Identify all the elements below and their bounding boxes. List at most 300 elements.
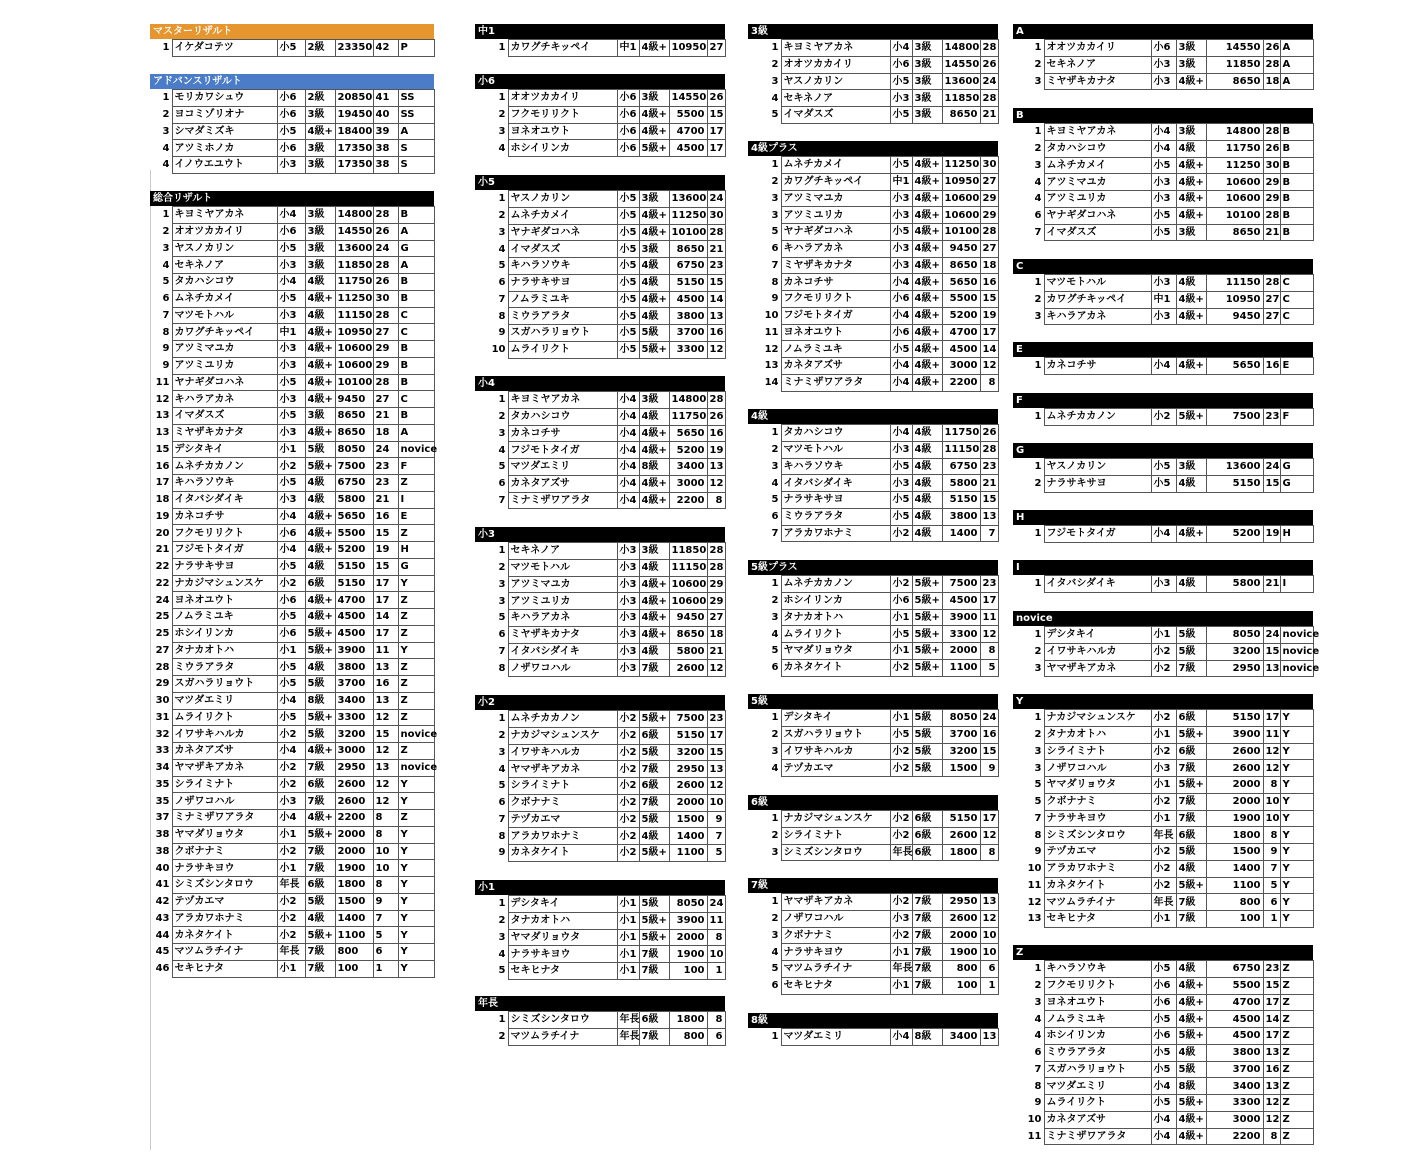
table-row	[748, 576, 998, 593]
cell: 18	[980, 257, 998, 274]
cell: 28	[980, 441, 998, 458]
cell: 小3	[1151, 191, 1176, 208]
cell: 小6	[617, 90, 639, 107]
cell: アツミマユカ	[1044, 174, 1151, 191]
cell: 1500	[669, 811, 707, 828]
cell: I	[398, 491, 434, 508]
cell: 小1	[890, 609, 912, 626]
cell: 小5	[617, 224, 639, 241]
cell: 小4	[617, 475, 639, 492]
cell: 3級	[1176, 224, 1206, 241]
cell: 7級	[305, 793, 335, 810]
cell: 8650	[942, 107, 980, 124]
cell: 23	[373, 458, 398, 475]
table-row	[475, 845, 725, 862]
cell: 5800	[1206, 576, 1263, 593]
cell: Y	[398, 910, 434, 927]
cell: 3	[748, 73, 781, 90]
table-row	[150, 960, 434, 977]
cell: 5500	[942, 291, 980, 308]
cell: 3000	[942, 358, 980, 375]
cell: 6	[748, 977, 781, 994]
cell: 21	[1263, 224, 1280, 241]
cell: 29	[980, 190, 998, 207]
cell: テヅカエマ	[1044, 844, 1151, 861]
cell: イケダコテツ	[172, 40, 277, 57]
cell: 9450	[1206, 308, 1263, 325]
cell: Y	[1280, 844, 1313, 861]
table-row	[150, 743, 434, 760]
cell: B	[398, 374, 434, 391]
cell: オオツカカイリ	[781, 56, 890, 73]
cell: 15	[150, 441, 172, 458]
cell: 小3	[890, 207, 912, 224]
cell: 23	[1263, 409, 1280, 426]
cell: 小5	[1151, 1095, 1176, 1112]
cell: Z	[398, 525, 434, 542]
cell: 小3	[617, 543, 639, 560]
cell: 11250	[1206, 157, 1263, 174]
cell: 小4	[617, 492, 639, 509]
cell: 10950	[669, 40, 707, 57]
cell: 小3	[277, 357, 305, 374]
cell: 6級	[305, 575, 335, 592]
table-row	[150, 944, 434, 961]
cell: 4級+	[639, 576, 669, 593]
cell: 4級+	[1176, 308, 1206, 325]
cell: 4級+	[1176, 174, 1206, 191]
cell: 5級+	[1176, 409, 1206, 426]
cell: 12	[707, 475, 725, 492]
cell: 3級	[912, 90, 942, 107]
cell: 40	[150, 860, 172, 877]
cell: 7級	[305, 759, 335, 776]
cell: 小6	[617, 140, 639, 157]
cell: 小4	[890, 307, 912, 324]
cell: 5200	[669, 442, 707, 459]
cell: カネコチサ	[781, 274, 890, 291]
cell: 4級	[305, 274, 335, 291]
rank-block	[1013, 611, 1320, 677]
cell: 小4	[1151, 1111, 1176, 1128]
table-row	[1013, 977, 1313, 994]
cell: B	[1280, 191, 1313, 208]
cell: 3級	[305, 207, 335, 224]
table-row	[150, 508, 434, 525]
cell: 3級	[1176, 40, 1206, 57]
cell: 4級+	[1176, 526, 1206, 543]
table-row	[475, 140, 725, 157]
cell: ホシイリンカ	[781, 592, 890, 609]
cell: A	[1280, 40, 1313, 57]
cell: 4級	[1176, 1044, 1206, 1061]
cell: 8650	[1206, 73, 1263, 90]
cell: 15	[1263, 643, 1280, 660]
cell: 2級	[305, 90, 335, 107]
cell: 14550	[335, 223, 373, 240]
cell: Y	[398, 877, 434, 894]
cell: セキヒナタ	[781, 977, 890, 994]
cell: SS	[398, 106, 434, 123]
cell: B	[1280, 224, 1313, 241]
cell: 4級+	[639, 610, 669, 627]
cell: 28	[980, 90, 998, 107]
cell: 小3	[890, 257, 912, 274]
cell: 3400	[335, 692, 373, 709]
cell: 18	[373, 424, 398, 441]
cell: 2200	[335, 810, 373, 827]
table-row	[1013, 576, 1313, 593]
cell: 5級	[1176, 1061, 1206, 1078]
cell: 小2	[1151, 743, 1176, 760]
table-row	[150, 592, 434, 609]
cell: ムネチカメイ	[781, 157, 890, 174]
cell: 3800	[1206, 1044, 1263, 1061]
cell: 小1	[1151, 810, 1176, 827]
cell: 7	[980, 525, 998, 542]
result-table	[1013, 274, 1314, 325]
cell: 3	[475, 123, 508, 140]
cell: 小3	[617, 593, 639, 610]
cell: 4級+	[912, 157, 942, 174]
cell: ナラサキヨウ	[1044, 810, 1151, 827]
cell: イワサキハルカ	[508, 744, 617, 761]
cell: 9	[748, 291, 781, 308]
cell: F	[1280, 409, 1313, 426]
cell: ノザワコハル	[781, 910, 890, 927]
cell: 小6	[277, 625, 305, 642]
cell: Y	[398, 927, 434, 944]
table-row	[748, 291, 998, 308]
cell: Z	[398, 659, 434, 676]
cell: 6	[748, 508, 781, 525]
cell: novice	[1280, 627, 1313, 644]
cell: 29	[1263, 174, 1280, 191]
cell: 小6	[277, 106, 305, 123]
table-row	[1013, 1061, 1313, 1078]
cell: マツムラチイナ	[508, 1028, 617, 1045]
cell: Z	[1280, 1011, 1313, 1028]
table-row	[1013, 308, 1313, 325]
cell: シライミナト	[508, 778, 617, 795]
table-row	[748, 961, 998, 978]
cell: 7	[748, 257, 781, 274]
table-row	[748, 844, 998, 861]
cell: 小2	[617, 828, 639, 845]
cell: 2	[1013, 977, 1044, 994]
cell: 中1	[277, 324, 305, 341]
cell: 7級	[639, 794, 669, 811]
table-row	[1013, 743, 1313, 760]
table-row	[748, 257, 998, 274]
cell: シミズシンタロウ	[508, 1012, 617, 1029]
cell: 10950	[942, 173, 980, 190]
cell: セキヒナタ	[1044, 911, 1151, 928]
table-row	[475, 90, 725, 107]
cell: 1900	[335, 860, 373, 877]
table-row	[475, 459, 725, 476]
cell: 800	[669, 1028, 707, 1045]
cell: 2	[475, 912, 508, 929]
table-row	[475, 828, 725, 845]
cell: 21	[707, 241, 725, 258]
cell: 800	[942, 961, 980, 978]
cell: シミズシンタロウ	[781, 844, 890, 861]
table-row	[475, 258, 725, 275]
cell: 2	[1013, 56, 1044, 73]
result-table	[1013, 575, 1314, 593]
grade-block	[475, 24, 725, 57]
cell: 4級+	[912, 324, 942, 341]
cell: 16	[1263, 358, 1280, 375]
cell: マツダエミリ	[172, 692, 277, 709]
cell: イワサキハルカ	[172, 726, 277, 743]
cell: 4級	[912, 441, 942, 458]
table-row	[1013, 726, 1313, 743]
cell: 3200	[1206, 643, 1263, 660]
cell: 1800	[669, 1012, 707, 1029]
cell: アラカワホナミ	[172, 910, 277, 927]
cell: 13600	[942, 73, 980, 90]
cell: 4級+	[912, 207, 942, 224]
cell: 8650	[335, 424, 373, 441]
cell: 4500	[335, 609, 373, 626]
cell: Y	[1280, 860, 1313, 877]
cell: 小3	[1151, 576, 1176, 593]
cell: 5級	[1176, 643, 1206, 660]
cell: 5	[707, 845, 725, 862]
cell: 7級	[912, 894, 942, 911]
table-row	[1013, 994, 1313, 1011]
cell: 11850	[1206, 56, 1263, 73]
table-row	[1013, 475, 1313, 492]
cell: 1	[475, 90, 508, 107]
cell: ノザワコハル	[1044, 760, 1151, 777]
cell: 2950	[669, 761, 707, 778]
cell: H	[398, 542, 434, 559]
cell: 28	[1263, 275, 1280, 292]
cell: デシタキイ	[508, 896, 617, 913]
cell: 3300	[1206, 1095, 1263, 1112]
block-title: 小6	[475, 74, 725, 89]
cell: 7級	[305, 843, 335, 860]
cell: 12	[1263, 1095, 1280, 1112]
cell: 3級	[912, 73, 942, 90]
result-table	[1013, 357, 1314, 375]
cell: セキネノア	[172, 257, 277, 274]
cell: 14550	[669, 90, 707, 107]
cell: 17	[980, 324, 998, 341]
cell: 4級+	[912, 291, 942, 308]
cell: ヤマザキアカネ	[172, 759, 277, 776]
cell: 1	[707, 963, 725, 980]
table-row	[1013, 810, 1313, 827]
cell: 小1	[277, 441, 305, 458]
cell: イタバシダイキ	[172, 491, 277, 508]
cell: ミナミザワアラタ	[172, 810, 277, 827]
cell: 7	[1013, 810, 1044, 827]
cell: 4級+	[639, 207, 669, 224]
cell: 31	[150, 709, 172, 726]
cell: 20850	[335, 90, 373, 107]
cell: 12	[373, 793, 398, 810]
cell: 9	[475, 325, 508, 342]
cell: 27	[1263, 308, 1280, 325]
cell: 7級	[912, 944, 942, 961]
cell: 年長	[1151, 827, 1176, 844]
cell: 小3	[1151, 56, 1176, 73]
cell: 28	[707, 224, 725, 241]
cell: Z	[1280, 1078, 1313, 1095]
cell: 5級+	[305, 709, 335, 726]
cell: ヤスノカリン	[508, 191, 617, 208]
cell: 2	[1013, 291, 1044, 308]
result-table	[748, 424, 999, 542]
cell: 4	[475, 140, 508, 157]
class-block	[748, 694, 998, 777]
cell: 5級+	[639, 912, 669, 929]
cell: 14	[707, 291, 725, 308]
cell: 7級	[639, 963, 669, 980]
cell: 4級+	[639, 492, 669, 509]
cell: 24	[980, 73, 998, 90]
cell: 38	[150, 826, 172, 843]
cell: イマダスズ	[172, 408, 277, 425]
cell: 1	[475, 543, 508, 560]
cell: 24	[707, 191, 725, 208]
cell: 5	[475, 963, 508, 980]
cell: 3900	[942, 609, 980, 626]
cell: 1	[1013, 358, 1044, 375]
cell: 小1	[1151, 726, 1176, 743]
cell: 小3	[277, 424, 305, 441]
cell: 8	[1263, 777, 1280, 794]
cell: 小5	[1151, 207, 1176, 224]
cell: 3級	[639, 392, 669, 409]
cell: 6級	[305, 877, 335, 894]
cell: 24	[150, 592, 172, 609]
block-title: 7級	[748, 878, 998, 893]
cell: 5200	[335, 542, 373, 559]
cell: 8050	[335, 441, 373, 458]
cell: 2000	[942, 927, 980, 944]
cell: 4級+	[639, 442, 669, 459]
cell: 小3	[1151, 73, 1176, 90]
cell: 7級	[639, 660, 669, 677]
cell: ホシイリンカ	[1044, 1028, 1151, 1045]
cell: Y	[1280, 810, 1313, 827]
table-row	[748, 240, 998, 257]
cell: 14	[1263, 1011, 1280, 1028]
cell: ヨネオユウト	[1044, 994, 1151, 1011]
cell: B	[398, 357, 434, 374]
cell: 26	[707, 408, 725, 425]
cell: 小4	[1151, 1128, 1176, 1145]
cell: 14800	[942, 40, 980, 57]
cell: 2	[748, 592, 781, 609]
cell: 小1	[617, 912, 639, 929]
rank-block	[1013, 24, 1313, 90]
cell: Z	[1280, 977, 1313, 994]
cell: 16	[707, 425, 725, 442]
table-row	[1013, 275, 1313, 292]
cell: 12	[373, 743, 398, 760]
cell: 1	[150, 207, 172, 224]
cell: 12	[150, 391, 172, 408]
cell: 21	[980, 107, 998, 124]
table-row	[475, 727, 725, 744]
cell: 3	[1013, 994, 1044, 1011]
cell: 5800	[669, 643, 707, 660]
cell: 小1	[890, 643, 912, 660]
cell: 小6	[277, 525, 305, 542]
cell: キハラアカネ	[508, 610, 617, 627]
table-row	[475, 341, 725, 358]
cell: C	[1280, 275, 1313, 292]
cell: 6	[707, 1028, 725, 1045]
cell: 3	[748, 927, 781, 944]
cell: G	[398, 240, 434, 257]
cell: カネコチサ	[508, 425, 617, 442]
rank-block	[1013, 108, 1313, 241]
cell: Y	[1280, 793, 1313, 810]
cell: I	[1280, 576, 1313, 593]
block-title: F	[1013, 393, 1313, 408]
table-row	[150, 826, 434, 843]
cell: 3200	[942, 743, 980, 760]
cell: 4級+	[639, 593, 669, 610]
cell: イタバシダイキ	[508, 643, 617, 660]
cell: 2600	[335, 776, 373, 793]
table-row	[1013, 793, 1313, 810]
cell: 10100	[335, 374, 373, 391]
cell: 5級	[639, 325, 669, 342]
cell: 17	[707, 123, 725, 140]
cell: 小2	[617, 761, 639, 778]
cell: Z	[398, 709, 434, 726]
result-table	[748, 156, 999, 392]
cell: 16	[373, 676, 398, 693]
table-row	[150, 659, 434, 676]
cell: 1500	[335, 893, 373, 910]
cell: 小4	[890, 274, 912, 291]
cell: ナラサキサヨ	[508, 274, 617, 291]
cell: 2	[748, 827, 781, 844]
cell: 1100	[669, 845, 707, 862]
cell: 6級	[639, 778, 669, 795]
table-row	[475, 660, 725, 677]
cell: 28	[150, 659, 172, 676]
cell: 7	[373, 910, 398, 927]
class-block	[748, 560, 998, 677]
cell: 小2	[890, 894, 912, 911]
cell: ナカジマシュンスケ	[172, 575, 277, 592]
cell: 17	[150, 475, 172, 492]
table-row	[150, 391, 434, 408]
cell: 4	[475, 946, 508, 963]
cell: 41	[150, 877, 172, 894]
cell: 3	[748, 844, 781, 861]
cell: 19	[150, 508, 172, 525]
block-title: 4級プラス	[748, 141, 998, 156]
block-title: 小4	[475, 376, 725, 391]
cell: 1	[748, 710, 781, 727]
cell: 3400	[1206, 1078, 1263, 1095]
cell: Z	[1280, 1028, 1313, 1045]
cell: 3300	[669, 341, 707, 358]
block-title: B	[1013, 108, 1313, 123]
cell: 小5	[617, 241, 639, 258]
